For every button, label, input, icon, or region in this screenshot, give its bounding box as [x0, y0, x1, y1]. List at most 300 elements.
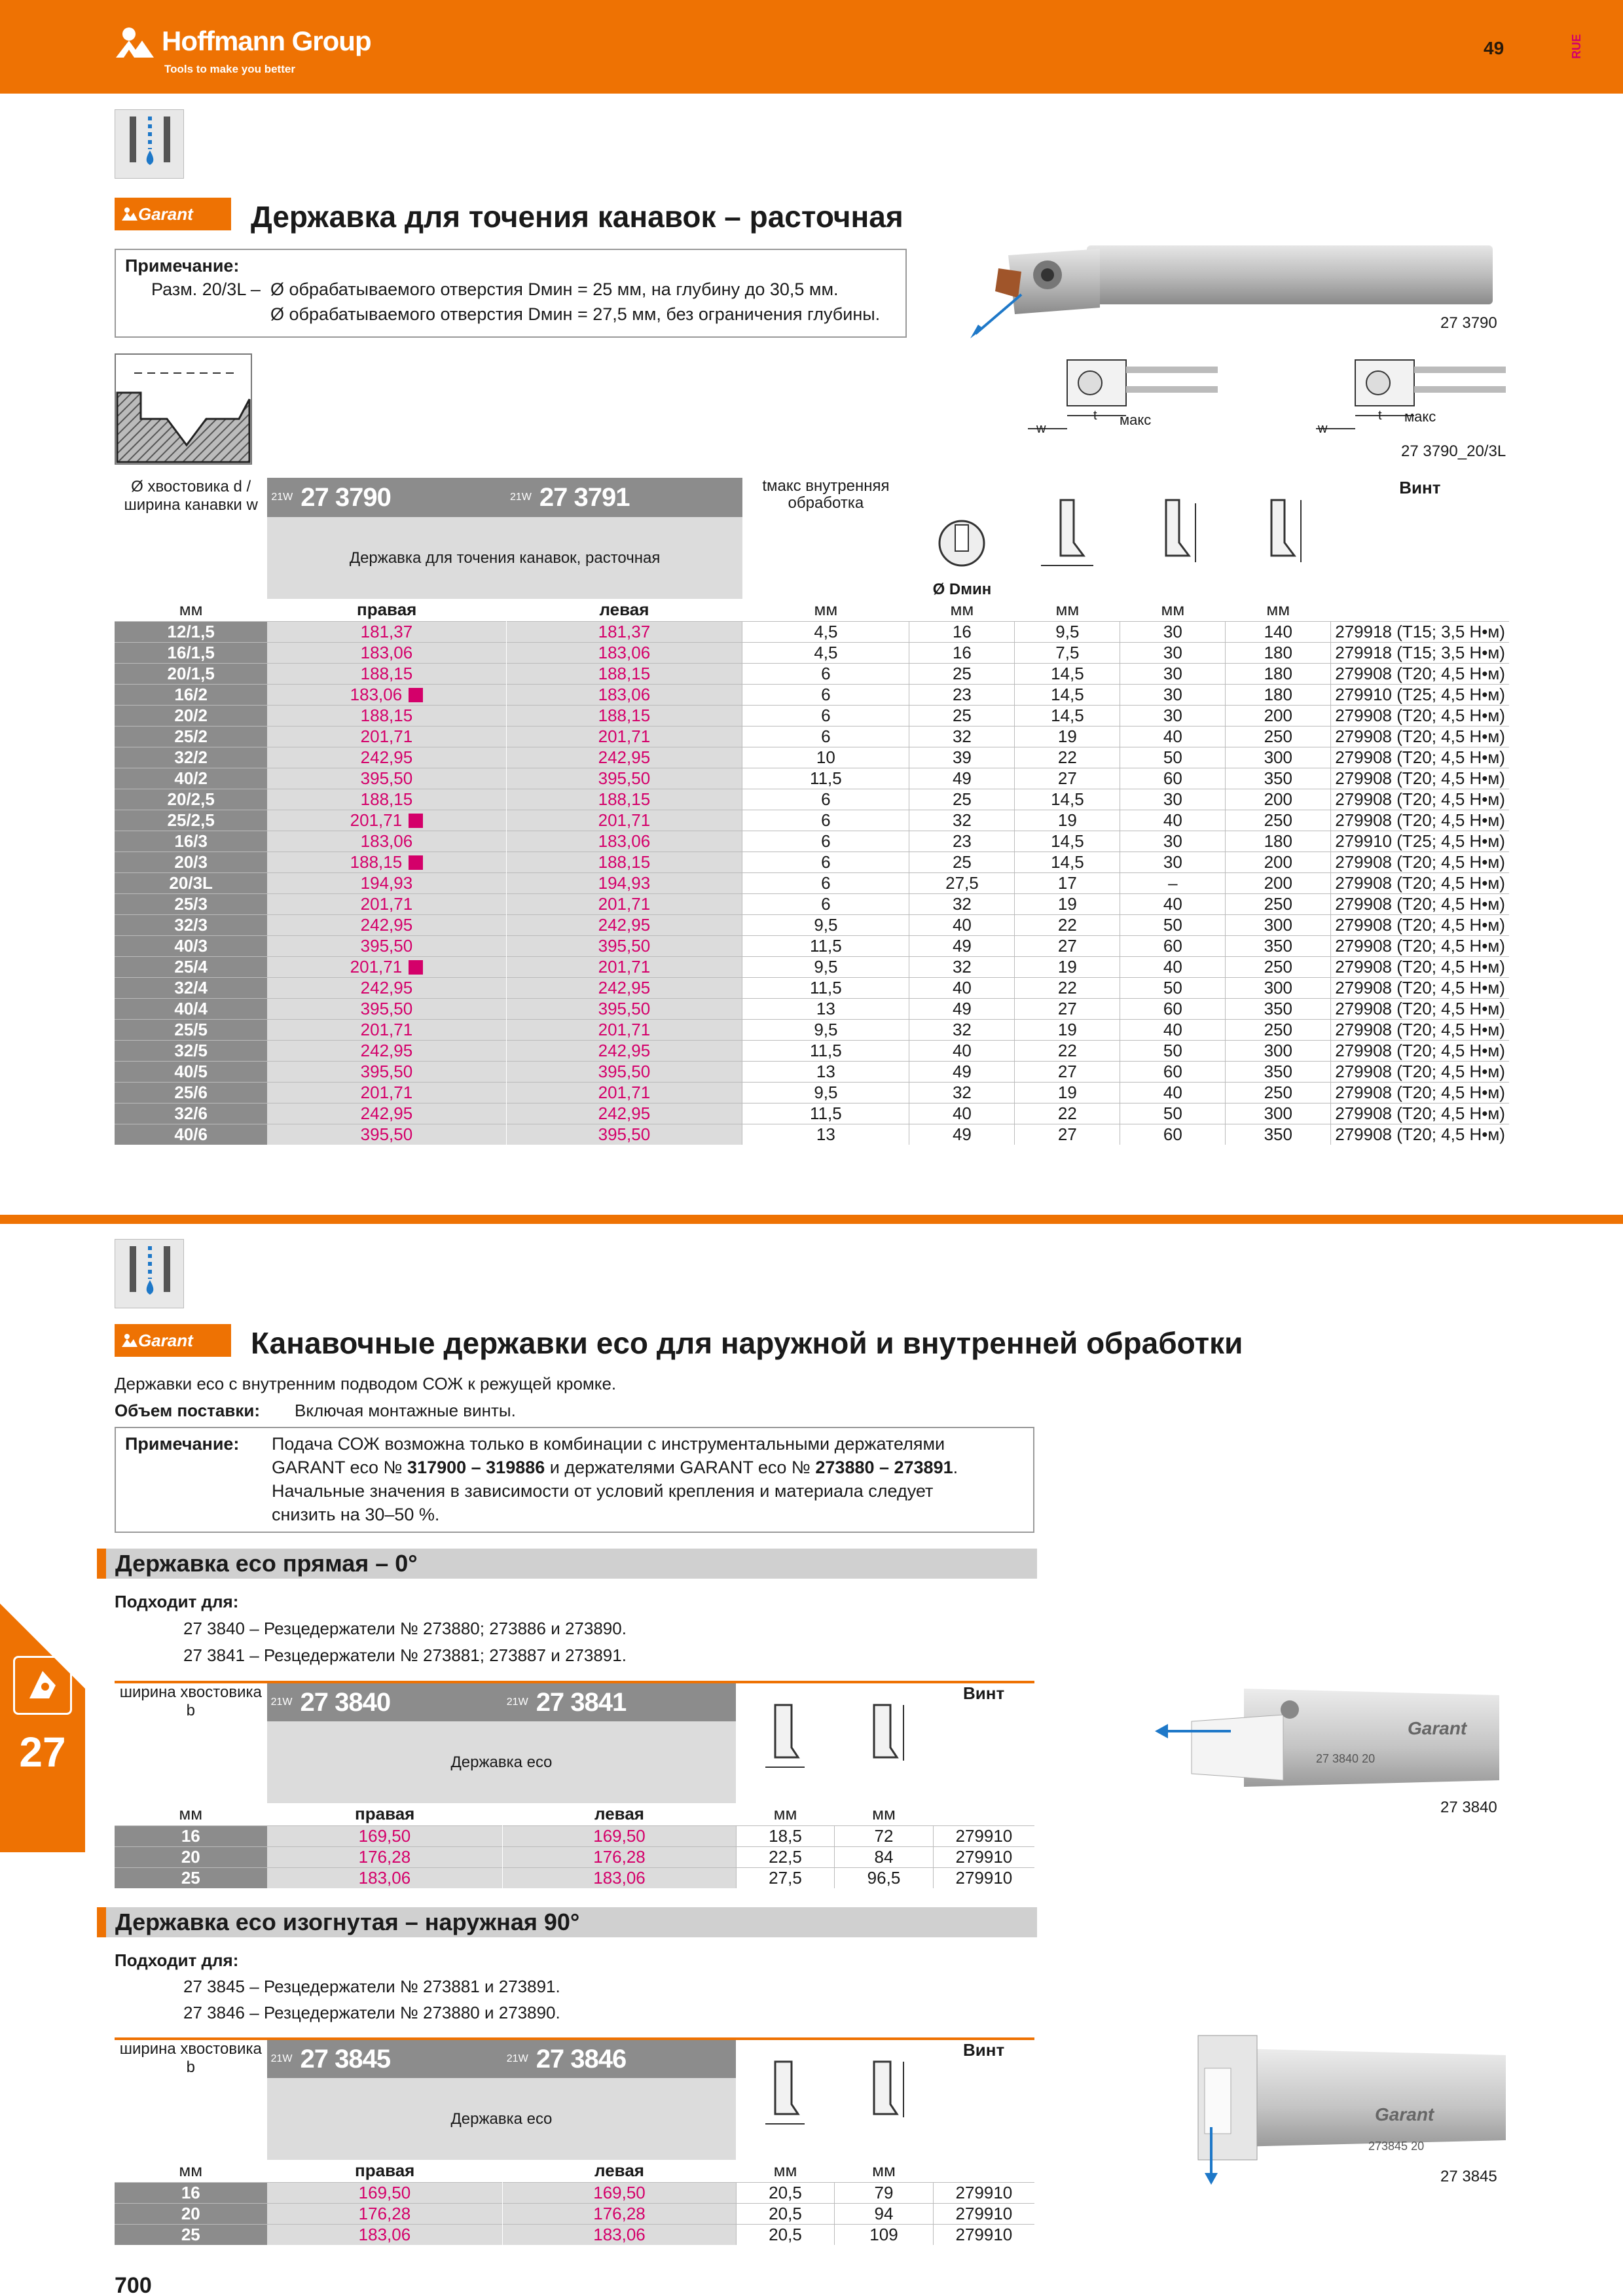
language-code: RUE	[1570, 34, 1583, 60]
value-cell: 279908 (T20; 4,5 Н•м)	[1331, 726, 1509, 747]
svg-text:Garant: Garant	[1408, 1718, 1467, 1738]
value-cell: 27	[1015, 935, 1120, 956]
garant-brand-badge: Garant	[115, 198, 231, 230]
value-cell: 32	[909, 1082, 1015, 1103]
col-tmax-header: tмакс внутренняя обработка	[762, 477, 890, 512]
price-cell: 242,95	[267, 977, 506, 998]
col-dim2-header	[1120, 478, 1226, 599]
col-dim1-header	[736, 1682, 835, 1803]
kw-badge: 21W	[503, 1682, 532, 1721]
value-cell: 22	[1015, 1040, 1120, 1061]
value-cell: 27	[1015, 998, 1120, 1019]
value-cell: 13	[742, 998, 909, 1019]
value-cell: 40	[909, 1040, 1015, 1061]
price-cell: 242,95	[267, 1103, 506, 1124]
value-cell: 30	[1120, 789, 1226, 810]
coolant-icon	[115, 109, 184, 179]
value-cell: 180	[1226, 831, 1331, 852]
value-cell: 60	[1120, 1061, 1226, 1082]
price-cell: 188,15	[267, 663, 506, 684]
code-header-273841: 27 3841	[532, 1682, 737, 1721]
price-cell: 188,15	[267, 789, 506, 810]
tool-length-icon	[858, 2058, 910, 2137]
col-dim1-header	[736, 2039, 835, 2160]
price-cell: 183,06	[506, 684, 742, 705]
table-row	[115, 789, 1509, 810]
unit-cell: мм	[872, 2161, 896, 2181]
price-cell: 188,15	[506, 852, 742, 872]
value-cell: 6	[742, 831, 909, 852]
table1-header-row1	[115, 478, 1509, 517]
price-cell: 395,50	[267, 1061, 506, 1082]
row-label: 20/3L	[115, 872, 267, 893]
value-cell: 40	[909, 1103, 1015, 1124]
unit-cell: мм	[814, 600, 838, 620]
svg-text:Garant: Garant	[1375, 2104, 1434, 2125]
image-caption-273790: 27 3790	[1440, 314, 1497, 332]
value-cell: 19	[1015, 956, 1120, 977]
header-page-number: 49	[1484, 38, 1504, 58]
value-cell: 279908 (T20; 4,5 Н•м)	[1331, 810, 1509, 831]
row-label: 25/4	[115, 956, 267, 977]
value-cell: 300	[1226, 1040, 1331, 1061]
value-cell: 30	[1120, 621, 1226, 642]
product-subtitle: Державка eco	[267, 1721, 737, 1803]
value-cell: 27,5	[736, 1867, 835, 1888]
section2-title: Канавочные державки eco для наружной и внутренней обработки	[251, 1326, 1243, 1360]
tool-height-icon	[759, 1702, 811, 1780]
price-cell: 242,95	[506, 747, 742, 768]
price-cell: 395,50	[506, 1061, 742, 1082]
price-cell: 201,71	[267, 893, 506, 914]
value-cell: 279908 (T20; 4,5 Н•м)	[1331, 977, 1509, 998]
price-cell: 395,50	[267, 1124, 506, 1145]
unit-cell: мм	[1055, 600, 1080, 620]
row-label: 16/3	[115, 831, 267, 852]
value-cell: 350	[1226, 998, 1331, 1019]
section1-note: Примечание: Разм. 20/3L – Ø обрабатываемого отверстия Dмин = 25 мм, на глубину до 30,5 мм. Ø обрабатываемого отверстия Dмин = 27,5 мм, без ограничения глубины.	[115, 249, 907, 338]
unit-cell	[1331, 599, 1509, 621]
value-cell: 40	[909, 977, 1015, 998]
kw-badge: 21W	[267, 2039, 297, 2078]
value-cell: 27	[1015, 1124, 1120, 1145]
table-row	[115, 1082, 1509, 1103]
table-row	[115, 1867, 1034, 1888]
table-row	[115, 684, 1509, 705]
price-cell: 169,50	[503, 1825, 736, 1846]
value-cell: 250	[1226, 810, 1331, 831]
value-cell: 19	[1015, 893, 1120, 914]
value-cell: 279908 (T20; 4,5 Н•м)	[1331, 789, 1509, 810]
row-label: 25/5	[115, 1019, 267, 1040]
engraved-code: 273845 20	[1368, 2140, 1425, 2153]
value-cell: 50	[1120, 914, 1226, 935]
kw-badge: 21W	[503, 2039, 532, 2078]
value-cell: 50	[1120, 747, 1226, 768]
value-cell: 40	[1120, 1019, 1226, 1040]
fit-line: 27 3846 – Резцедержатели № 273880 и 273890.	[183, 2003, 560, 2022]
dim-label-t-1: t	[1093, 408, 1097, 423]
value-cell: 27	[1015, 1061, 1120, 1082]
code-header-273845: 27 3845	[297, 2039, 503, 2078]
dim-label-w-1: w	[1036, 422, 1046, 436]
row-label: 20	[115, 2203, 267, 2224]
price-cell: 242,95	[506, 914, 742, 935]
garant-brand-badge: Garant	[115, 1324, 231, 1357]
row-label: 20/2	[115, 705, 267, 726]
tool-width-icon	[1038, 497, 1097, 575]
image-caption-273845: 27 3845	[1440, 2168, 1497, 2185]
table-row	[115, 831, 1509, 852]
table1-units-row	[115, 599, 1509, 621]
tool-length-icon	[1143, 497, 1202, 575]
section2-intro: Державки eco с внутренним подводом СОЖ к режущей кромке.	[115, 1374, 617, 1393]
price-cell: 183,06	[267, 642, 506, 663]
unit-cell: правая	[355, 1804, 415, 1824]
price-cell: 242,95	[267, 914, 506, 935]
table-row	[115, 2224, 1034, 2245]
value-cell: 350	[1226, 935, 1331, 956]
dim-label-max-1: макс	[1120, 412, 1152, 428]
row-label: 40/3	[115, 935, 267, 956]
price-cell: 395,50	[267, 768, 506, 789]
code-header-273790: 27 3790	[297, 478, 506, 517]
value-cell: 279908 (T20; 4,5 Н•м)	[1331, 852, 1509, 872]
stock-marker-icon	[409, 855, 423, 870]
value-cell: 19	[1015, 726, 1120, 747]
value-cell: 200	[1226, 872, 1331, 893]
price-cell: 169,50	[503, 2182, 736, 2203]
unit-cell: мм	[179, 600, 203, 620]
value-cell: 279908 (T20; 4,5 Н•м)	[1331, 1103, 1509, 1124]
value-cell: 279910 (T25; 4,5 Н•м)	[1331, 831, 1509, 852]
value-cell: 49	[909, 768, 1015, 789]
value-cell: 6	[742, 852, 909, 872]
table-row	[115, 852, 1509, 872]
value-cell: 300	[1226, 914, 1331, 935]
table-row	[115, 747, 1509, 768]
supply-label: Объем поставки:	[115, 1401, 261, 1420]
value-cell: 40	[909, 914, 1015, 935]
table-row	[115, 621, 1509, 642]
table-row	[115, 663, 1509, 684]
value-cell: 279918 (T15; 3,5 Н•м)	[1331, 642, 1509, 663]
value-cell: 14,5	[1015, 789, 1120, 810]
value-cell: 140	[1226, 621, 1331, 642]
unit-cell: мм	[179, 2161, 203, 2181]
value-cell: 72	[835, 1825, 934, 1846]
table2-units-row	[115, 1803, 1034, 1825]
table-row	[115, 914, 1509, 935]
row-label: 25/2,5	[115, 810, 267, 831]
subsection2-bar: Державка eco изогнутая – наружная 90°	[97, 1907, 1037, 1937]
price-cell: 242,95	[267, 747, 506, 768]
value-cell: 6	[742, 705, 909, 726]
value-cell: 279910 (T25; 4,5 Н•м)	[1331, 684, 1509, 705]
value-cell: 22	[1015, 747, 1120, 768]
table-row	[115, 1019, 1509, 1040]
value-cell: 49	[909, 1061, 1015, 1082]
brand-slogan: Tools to make you better	[164, 63, 295, 75]
value-cell: 18,5	[736, 1825, 835, 1846]
value-cell: 40	[1120, 893, 1226, 914]
value-cell: 30	[1120, 705, 1226, 726]
price-cell: 183,06	[267, 2224, 503, 2245]
value-cell: 17	[1015, 872, 1120, 893]
price-cell: 201,71	[267, 726, 506, 747]
price-cell: 181,37	[267, 621, 506, 642]
value-cell: 30	[1120, 642, 1226, 663]
diagram-caption-20-3L: 27 3790_20/3L	[1401, 442, 1506, 460]
value-cell: 300	[1226, 977, 1331, 998]
tool-height-icon	[759, 2058, 811, 2137]
value-cell: 250	[1226, 1082, 1331, 1103]
value-cell: 27	[1015, 768, 1120, 789]
price-cell: 188,15	[506, 789, 742, 810]
value-cell: 279908 (T20; 4,5 Н•м)	[1331, 663, 1509, 684]
code-header-273846: 27 3846	[532, 2039, 737, 2078]
fit-line: 27 3841 – Резцедержатели № 273881; 273887 и 273891.	[183, 1645, 627, 1665]
row-label: 16	[115, 2182, 267, 2203]
value-cell: 279908 (T20; 4,5 Н•м)	[1331, 956, 1509, 977]
value-cell: 25	[909, 852, 1015, 872]
logo	[115, 26, 371, 75]
stock-marker-icon	[409, 688, 423, 702]
price-cell: 242,95	[506, 977, 742, 998]
value-cell: 279908 (T20; 4,5 Н•м)	[1331, 1040, 1509, 1061]
price-cell: 201,71	[267, 956, 506, 977]
unit-cell: мм	[773, 2161, 797, 2181]
value-cell: 14,5	[1015, 684, 1120, 705]
value-cell: 49	[909, 935, 1015, 956]
price-cell: 395,50	[506, 768, 742, 789]
row-label: 32/6	[115, 1103, 267, 1124]
value-cell: 279908 (T20; 4,5 Н•м)	[1331, 1019, 1509, 1040]
value-cell: 27,5	[909, 872, 1015, 893]
row-label: 32/4	[115, 977, 267, 998]
value-cell: 279910	[933, 1846, 1034, 1867]
subsection2-table	[115, 2037, 1034, 2245]
value-cell: 20,5	[736, 2203, 835, 2224]
value-cell: 40	[1120, 1082, 1226, 1103]
value-cell: 60	[1120, 935, 1226, 956]
value-cell: 279908 (T20; 4,5 Н•м)	[1331, 705, 1509, 726]
value-cell: 30	[1120, 684, 1226, 705]
price-cell: 183,06	[503, 1867, 736, 1888]
value-cell: 279908 (T20; 4,5 Н•м)	[1331, 872, 1509, 893]
price-cell: 201,71	[506, 726, 742, 747]
price-cell: 395,50	[267, 998, 506, 1019]
value-cell: 60	[1120, 768, 1226, 789]
value-cell: 250	[1226, 1019, 1331, 1040]
price-cell: 395,50	[506, 998, 742, 1019]
hoffmann-logo-icon	[115, 26, 155, 59]
unit-cell: мм	[1161, 600, 1185, 620]
row-label: 20/3	[115, 852, 267, 872]
row-label: 40/5	[115, 1061, 267, 1082]
price-cell: 188,15	[506, 705, 742, 726]
value-cell: 279908 (T20; 4,5 Н•м)	[1331, 1082, 1509, 1103]
price-cell: 242,95	[267, 1040, 506, 1061]
table-row	[115, 2203, 1034, 2224]
table-row	[115, 872, 1509, 893]
boring-bar-image	[969, 236, 1512, 340]
unit-cell: левая	[594, 2161, 644, 2181]
price-cell: 201,71	[506, 893, 742, 914]
value-cell: 50	[1120, 977, 1226, 998]
value-cell: 20,5	[736, 2182, 835, 2203]
price-cell: 201,71	[506, 1019, 742, 1040]
price-cell: 183,06	[267, 1867, 503, 1888]
value-cell: 279910	[933, 1825, 1034, 1846]
fit-line: 27 3845 – Резцедержатели № 273881 и 273891.	[183, 1977, 560, 1996]
table-row	[115, 893, 1509, 914]
unit-cell: левая	[599, 600, 649, 620]
price-cell: 176,28	[267, 1846, 503, 1867]
tool-overall-length-icon	[1249, 497, 1307, 575]
value-cell: 4,5	[742, 621, 909, 642]
value-cell: 50	[1120, 1040, 1226, 1061]
row-label: 25/2	[115, 726, 267, 747]
value-cell: 200	[1226, 789, 1331, 810]
value-cell: 180	[1226, 684, 1331, 705]
kw-badge: 21W	[267, 1682, 297, 1721]
value-cell: 300	[1226, 747, 1331, 768]
price-cell: 188,15	[506, 663, 742, 684]
table-row	[115, 1040, 1509, 1061]
unit-cell: мм	[1266, 600, 1290, 620]
col-dim1-header	[1015, 478, 1120, 599]
value-cell: 14,5	[1015, 663, 1120, 684]
table-row	[115, 705, 1509, 726]
footer-page-number: 700	[115, 2273, 152, 2296]
value-cell: 279908 (T20; 4,5 Н•м)	[1331, 998, 1509, 1019]
price-cell: 183,06	[503, 2224, 736, 2245]
value-cell: 200	[1226, 852, 1331, 872]
row-label: 20/1,5	[115, 663, 267, 684]
fit-line: 27 3840 – Резцедержатели № 273880; 273886 и 273890.	[183, 1619, 627, 1638]
price-cell: 201,71	[506, 1082, 742, 1103]
value-cell: 22,5	[736, 1846, 835, 1867]
value-cell: 9,5	[1015, 621, 1120, 642]
price-cell: 176,28	[503, 1846, 736, 1867]
value-cell: 20,5	[736, 2224, 835, 2245]
row-label: 40/6	[115, 1124, 267, 1145]
row-label: 32/2	[115, 747, 267, 768]
value-cell: 19	[1015, 1082, 1120, 1103]
value-cell: 11,5	[742, 768, 909, 789]
eco-holder-straight-image	[1152, 1682, 1506, 1800]
value-cell: 23	[909, 684, 1015, 705]
product-subtitle: Державка eco	[267, 2078, 737, 2160]
value-cell: 279908 (T20; 4,5 Н•м)	[1331, 1061, 1509, 1082]
value-cell: 4,5	[742, 642, 909, 663]
table-row	[115, 1124, 1509, 1145]
value-cell: 25	[909, 705, 1015, 726]
unit-cell: мм	[773, 1804, 797, 1824]
price-cell: 183,06	[506, 642, 742, 663]
dim-label-max-2: макс	[1404, 408, 1436, 425]
chapter-number: 27	[19, 1729, 66, 1776]
chapter-tab-content	[0, 1604, 85, 1852]
price-cell: 395,50	[506, 935, 742, 956]
value-cell: 6	[742, 893, 909, 914]
col-screw-header: Винт	[963, 1683, 1005, 1703]
price-cell: 242,95	[506, 1103, 742, 1124]
unit-cell: левая	[594, 1804, 644, 1824]
value-cell: 50	[1120, 1103, 1226, 1124]
price-cell: 201,71	[506, 810, 742, 831]
price-cell: 183,06	[267, 684, 506, 705]
table-row	[115, 1061, 1509, 1082]
grooving-insert-icon	[13, 1656, 72, 1715]
value-cell: 16	[909, 621, 1015, 642]
price-cell: 176,28	[503, 2203, 736, 2224]
value-cell: 25	[909, 663, 1015, 684]
row-label: 16/1,5	[115, 642, 267, 663]
table-row	[115, 1103, 1509, 1124]
eco-holder-bent-image	[1172, 2029, 1512, 2186]
row-label: 25	[115, 1867, 267, 1888]
value-cell: 350	[1226, 1124, 1331, 1145]
image-caption-273840: 27 3840	[1440, 1799, 1497, 1816]
value-cell: 11,5	[742, 1040, 909, 1061]
row-label: 16	[115, 1825, 267, 1846]
row-label: 40/2	[115, 768, 267, 789]
supply-text: Включая монтажные винты.	[295, 1401, 516, 1420]
value-cell: 6	[742, 789, 909, 810]
value-cell: 300	[1226, 1103, 1331, 1124]
value-cell: 250	[1226, 726, 1331, 747]
value-cell: 14,5	[1015, 831, 1120, 852]
value-cell: 279908 (T20; 4,5 Н•м)	[1331, 914, 1509, 935]
col-dim2-header	[835, 2039, 934, 2160]
price-cell: 169,50	[267, 2182, 503, 2203]
col-dim3-header	[1226, 478, 1331, 599]
value-cell: 19	[1015, 810, 1120, 831]
value-cell: 32	[909, 956, 1015, 977]
section-separator	[0, 1215, 1623, 1224]
value-cell: 109	[835, 2224, 934, 2245]
value-cell: 250	[1226, 956, 1331, 977]
value-cell: 9,5	[742, 956, 909, 977]
value-cell: 39	[909, 747, 1015, 768]
value-cell: 279910	[933, 1867, 1034, 1888]
row-label: 40/4	[115, 998, 267, 1019]
price-cell: 395,50	[506, 1124, 742, 1145]
code-header-273791: 27 3791	[536, 478, 742, 517]
value-cell: 32	[909, 893, 1015, 914]
value-cell: 23	[909, 831, 1015, 852]
value-cell: 350	[1226, 1061, 1331, 1082]
row-label: 25	[115, 2224, 267, 2245]
groove-profile-diagram	[115, 353, 252, 465]
price-cell: 183,06	[267, 831, 506, 852]
value-cell: 13	[742, 1061, 909, 1082]
value-cell: 49	[909, 1124, 1015, 1145]
value-cell: 7,5	[1015, 642, 1120, 663]
value-cell: 30	[1120, 831, 1226, 852]
stock-marker-icon	[409, 960, 423, 975]
dim-label-t-2: t	[1378, 408, 1382, 423]
row-label: 16/2	[115, 684, 267, 705]
engraved-code: 27 3840 20	[1316, 1752, 1376, 1765]
value-cell: 32	[909, 810, 1015, 831]
price-cell: 201,71	[267, 810, 506, 831]
value-cell: 6	[742, 810, 909, 831]
price-cell: 169,50	[267, 1825, 503, 1846]
garant-logo-icon	[121, 1333, 138, 1348]
